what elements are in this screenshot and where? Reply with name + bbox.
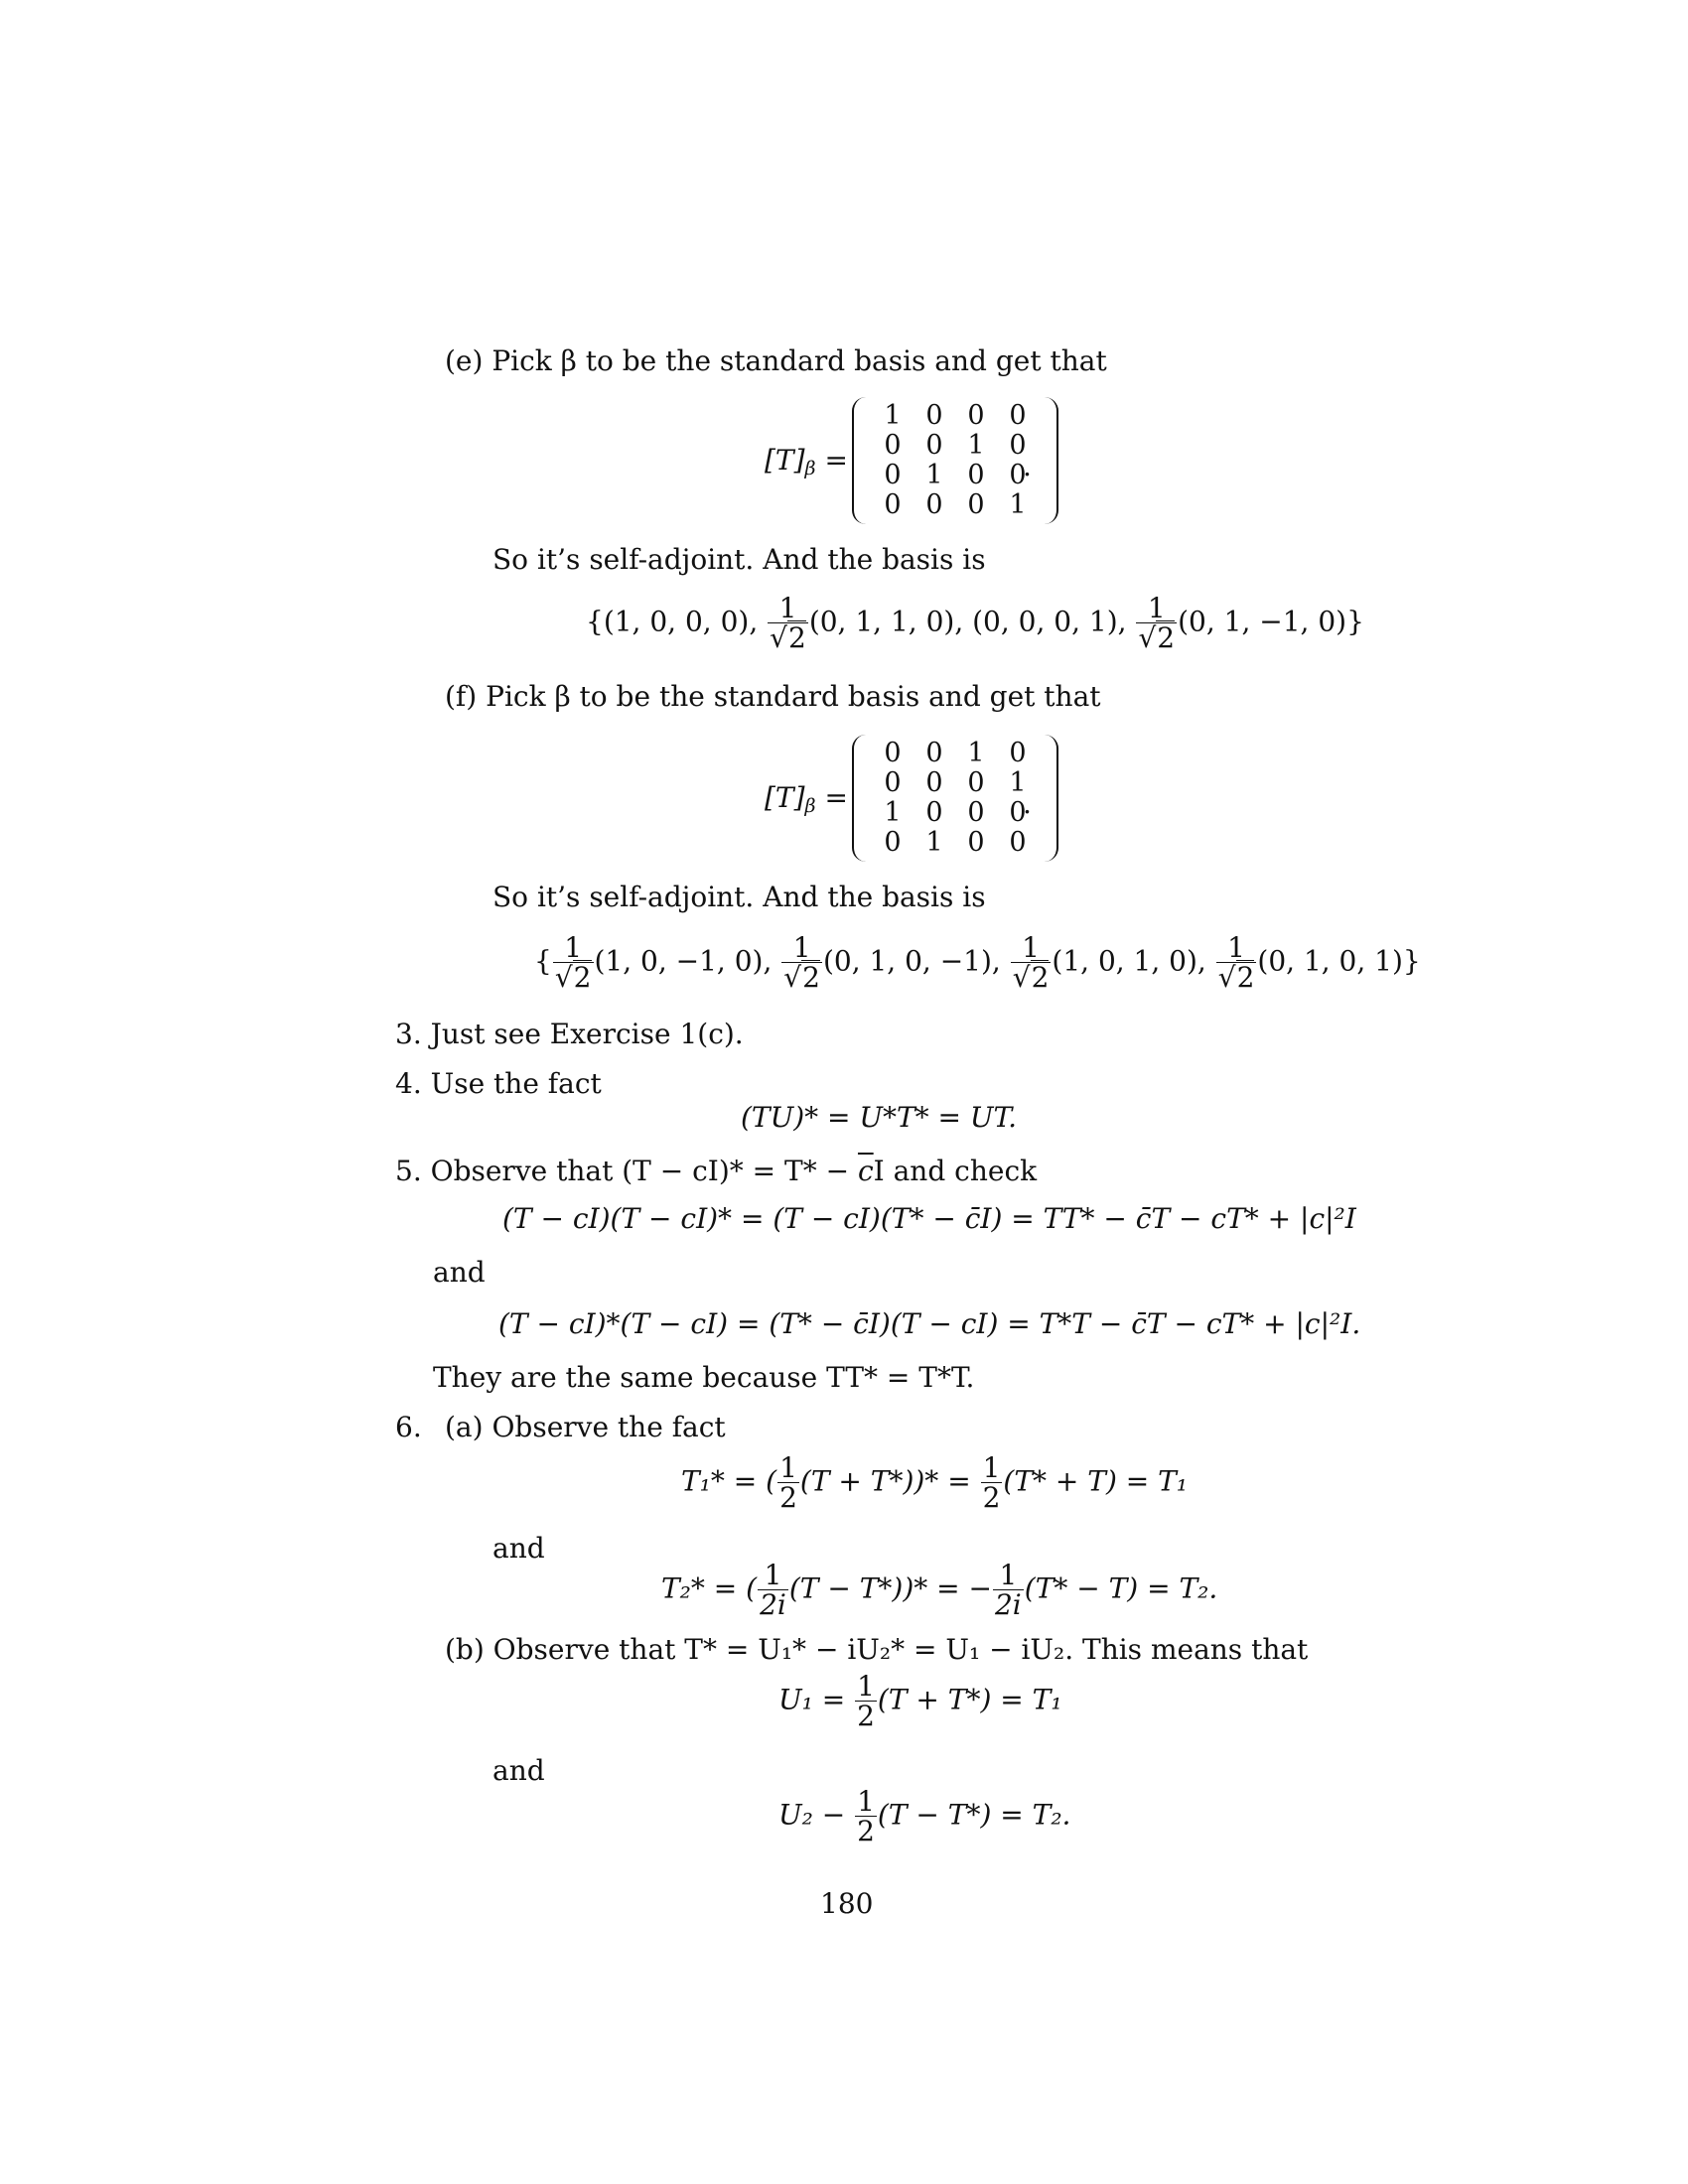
item-5-equation-1: (T − cI)(T − cI)* = (T − cI)(T* − c̄I) = TT* − c̄T − cT* + |c|²I bbox=[502, 1202, 1356, 1235]
item-6b-equation-1: U₁ = $\frac{1}{2}$ (T + T*) = T₁ bbox=[778, 1670, 1062, 1733]
matrix-e-cell: 0 bbox=[884, 489, 902, 520]
matrix-f-cell: 0 bbox=[967, 797, 985, 828]
item-6b-and: and bbox=[492, 1754, 545, 1787]
item-4-text: 4. Use the fact bbox=[395, 1067, 602, 1100]
matrix-e-cell: 0 bbox=[884, 460, 902, 490]
part-f-intro: (f) Pick β to be the standard basis and get that bbox=[445, 680, 1101, 713]
part-e-period: . bbox=[1023, 450, 1032, 482]
matrix-f-cell: 0 bbox=[1009, 797, 1027, 828]
part-f-lhs: $[T]_\beta$ = bbox=[765, 781, 848, 817]
part-e-intro: (e) Pick β to be the standard basis and get that bbox=[445, 344, 1107, 377]
matrix-e-cell: 0 bbox=[925, 400, 943, 431]
item-6a-equation-2: T₂* = ( $\frac{1}{2i}$ (T − T*))* = − $\frac{1}{2i}$ (T* − T) = T₂. bbox=[661, 1559, 1218, 1622]
item-4-equation: (TU)* = U*T* = UT. bbox=[741, 1101, 1017, 1134]
matrix-f-cell: 1 bbox=[1009, 767, 1027, 798]
part-f-period: . bbox=[1023, 787, 1032, 820]
matrix-e-cell: 1 bbox=[967, 430, 985, 461]
part-f-basis: { $\frac{1}{√2}$ (1, 0, −1, 0), $\frac{1}{√2}$ (0, 1, 0, −1), $\frac{1}{√2}$ (1, 0, 1, 0), $\frac{1}{√2}$ (0, 1, 0, 1)} bbox=[534, 931, 1421, 995]
part-f-after: So it’s self-adjoint. And the basis is bbox=[492, 881, 986, 913]
item-3: 3. Just see Exercise 1(c). bbox=[395, 1018, 744, 1050]
matrix-e-cell: 0 bbox=[967, 460, 985, 490]
item-6-label: 6. bbox=[395, 1411, 422, 1443]
matrix-e-cell: 1 bbox=[925, 460, 943, 490]
matrix-f-cell: 0 bbox=[925, 767, 943, 798]
matrix-e-cell: 0 bbox=[967, 400, 985, 431]
matrix-e-cell: 0 bbox=[1009, 400, 1027, 431]
item-6b-intro: (b) Observe that T* = U₁* − iU₂* = U₁ − iU₂. This means that bbox=[445, 1633, 1309, 1666]
matrix-f-cell: 0 bbox=[1009, 827, 1027, 858]
item-5-and: and bbox=[433, 1256, 486, 1289]
part-e-basis: {(1, 0, 0, 0), $\frac{1}{√2}$ (0, 1, 1, 0), (0, 0, 0, 1), $\frac{1}{√2}$ (0, 1, −1, 0)} bbox=[586, 592, 1364, 655]
matrix-f-cell: 0 bbox=[925, 797, 943, 828]
matrix-f-cell: 0 bbox=[967, 827, 985, 858]
matrix-f-cell: 0 bbox=[967, 767, 985, 798]
matrix-f-cell: 1 bbox=[925, 827, 943, 858]
item-5-conclusion: They are the same because TT* = T*T. bbox=[433, 1361, 975, 1394]
matrix-f-cell: 0 bbox=[884, 767, 902, 798]
matrix-e-cell: 0 bbox=[1009, 460, 1027, 490]
matrix-e-cell: 0 bbox=[925, 430, 943, 461]
item-5-text: 5. Observe that $(T - cI)* = T* - \overline{c}I$ and check bbox=[395, 1155, 1038, 1187]
matrix-f-cell: 1 bbox=[884, 797, 902, 828]
matrix-e-cell: 1 bbox=[884, 400, 902, 431]
item-6a-and: and bbox=[492, 1532, 545, 1565]
matrix-e-cell: 0 bbox=[884, 430, 902, 461]
part-e-lhs: $[T]_\beta$ = bbox=[765, 444, 848, 479]
item-6a-equation-1: T₁* = ( $\frac{1}{2}$ (T + T*))* = $\frac{1}{2}$ (T* + T) = T₁ bbox=[681, 1451, 1189, 1515]
item-5-equation-2: (T − cI)*(T − cI) = (T* − c̄I)(T − cI) = T*T − c̄T − cT* + |c|²I. bbox=[498, 1307, 1361, 1340]
matrix-f-cell: 0 bbox=[925, 738, 943, 768]
matrix-f-cell: 0 bbox=[884, 738, 902, 768]
part-e-after: So it’s self-adjoint. And the basis is bbox=[492, 543, 986, 576]
page-number: 180 bbox=[820, 1887, 874, 1920]
matrix-f-cell: 0 bbox=[884, 827, 902, 858]
matrix-f-cell: 1 bbox=[967, 738, 985, 768]
matrix-e-cell: 0 bbox=[967, 489, 985, 520]
matrix-e-cell: 0 bbox=[1009, 430, 1027, 461]
matrix-e-cell: 1 bbox=[1009, 489, 1027, 520]
matrix-f-cell: 0 bbox=[1009, 738, 1027, 768]
item-6a-intro: (a) Observe the fact bbox=[445, 1411, 726, 1443]
matrix-e-cell: 0 bbox=[925, 489, 943, 520]
item-6b-equation-2: U₂ − $\frac{1}{2}$ (T − T*) = T₂. bbox=[778, 1785, 1071, 1848]
